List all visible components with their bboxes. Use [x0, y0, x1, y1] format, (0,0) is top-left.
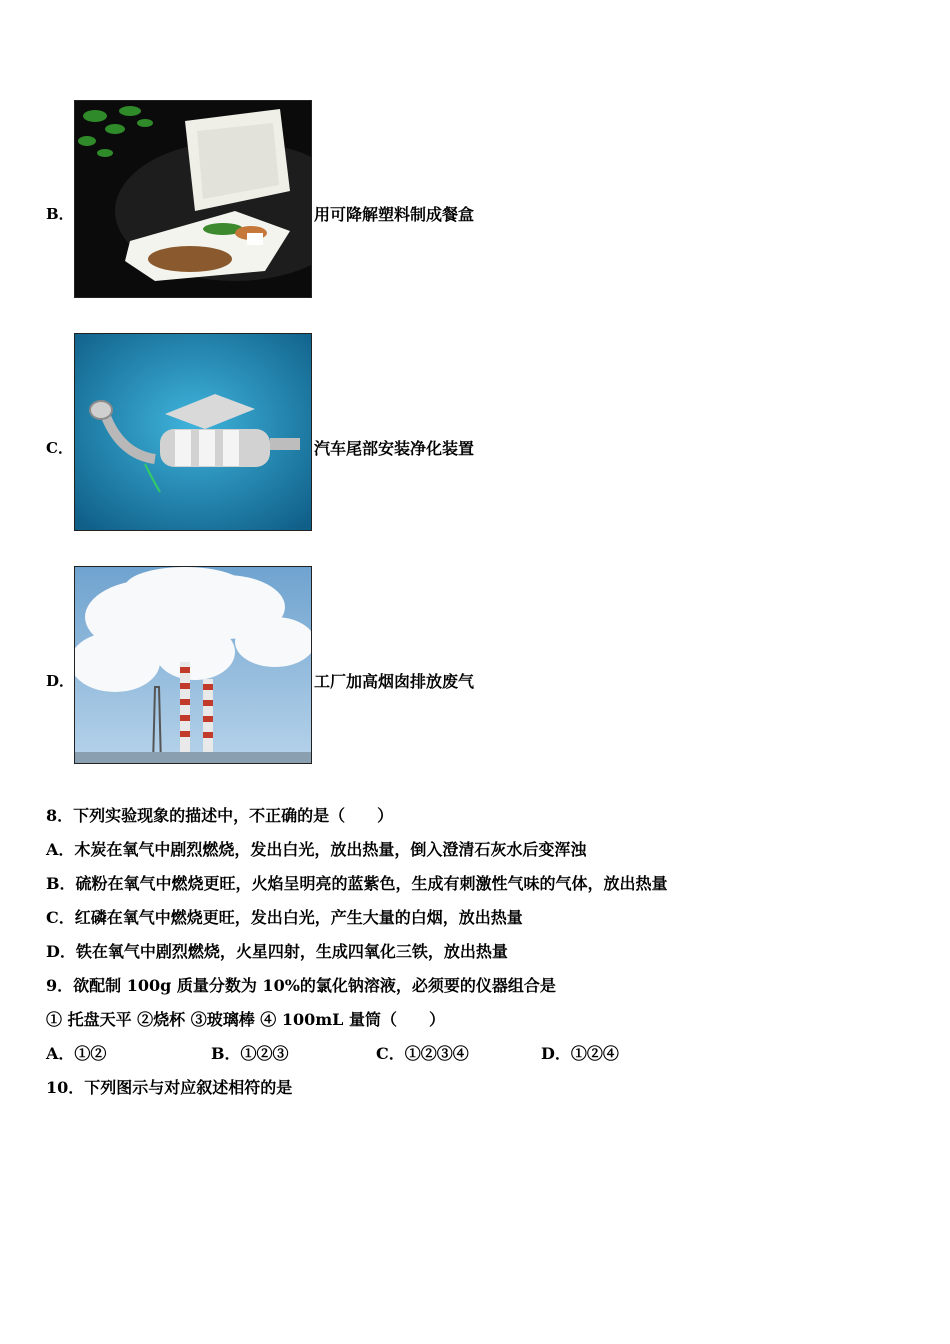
q9-option-d: D．①②④: [541, 1044, 619, 1063]
factory-chimney-image: [74, 566, 312, 764]
catalytic-converter-image: [74, 333, 312, 531]
option-d-letter: D．: [46, 672, 75, 690]
q9-items: ① 托盘天平 ②烧杯 ③玻璃棒 ④ 100mL 量筒（ ）: [46, 1010, 446, 1029]
q8-option-b: B．硫粉在氧气中燃烧更旺，火焰呈明亮的蓝紫色，生成有刺激性气味的气体，放出热量: [46, 874, 668, 893]
q9-option-c: C．①②③④: [376, 1044, 469, 1063]
option-c-caption: 汽车尾部安装净化装置: [314, 439, 475, 458]
q9-option-a: A．①②: [46, 1044, 107, 1063]
q8-stem: 8．下列实验现象的描述中，不正确的是（ ）: [46, 806, 394, 825]
option-b-caption: 用可降解塑料制成餐盒: [314, 205, 475, 224]
option-c-letter: C．: [46, 439, 73, 457]
q9-stem: 9．欲配制 100g 质量分数为 10%的氯化钠溶液，必须要的仪器组合是: [46, 976, 556, 995]
q8-option-a: A．木炭在氧气中剧烈燃烧，发出白光，放出热量，倒入澄清石灰水后变浑浊: [46, 840, 587, 859]
option-b-letter: B．: [46, 205, 74, 223]
option-d-caption: 工厂加高烟囱排放废气: [314, 672, 475, 691]
q10-stem: 10．下列图示与对应叙述相符的是: [46, 1078, 293, 1097]
food-container-image: [74, 100, 312, 298]
q9-option-b: B．①②③: [211, 1044, 289, 1063]
q8-option-d: D．铁在氧气中剧烈燃烧，火星四射，生成四氧化三铁，放出热量: [46, 942, 508, 961]
q8-option-c: C．红磷在氧气中燃烧更旺，发出白光，产生大量的白烟，放出热量: [46, 908, 523, 927]
